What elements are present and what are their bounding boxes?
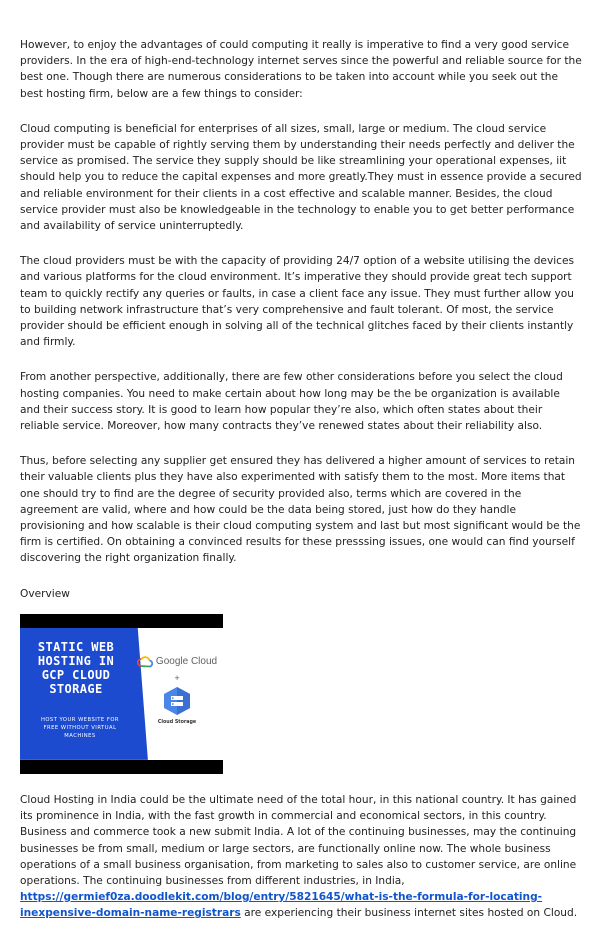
paragraph-5: Thus, before selecting any supplier get ensured they has delivered a higher amount of services to retain their valuable clients plus they have also experimented with satisfy them to the most. More items that one should try to find are the degree of security provided also, terms which are covered in the agreement are valid, where and how could be the data being stored, just how do they handle provisioning and how scalable is their cloud computing system and last but most significant would be the firm is certified. On obtaining a convinced results for these presssing issues, one would can find yourself discovering the right organization finally. [20,455,581,565]
paragraph-6-tail: are experiencing their business internet sites hosted on Cloud. [240,907,578,920]
hero-subtitle [20,716,140,740]
paragraph-6-text: Cloud Hosting in India could be the ultimate need of the total hour, in this national country. It has gained its prominence in India, with the fast growth in commercial and economical sectors, in this country. Business and commerce took a new submit India. A lot of the continuing businesses, may the continuing businesses be from small, medium or large sectors, are functionally online now. The whole business operations of a small business organisation, from marketing to sales also to customer service, are online operations. The continuing businesses from different industries, in India, [20,793,577,887]
hero-image [20,614,223,774]
hero-subtitle-line: HOST YOUR WEBSITE FOR [40,716,120,723]
paragraph-3: The cloud providers must be with the capacity of providing 24/7 option of a website utilising the devices and various platforms for the cloud environment. It’s imperative they should provide great tech support team to quickly rectify any queries or faults, in case a client face any issue. They must further allow you to building network infrastructure that’s very comprehensive and fault tolerant. Of most, the service provider should be efficient enough in solving all of the technical glitches faced by their clients instantly and firmly. [20,255,575,349]
plus-sign: + [174,673,180,682]
hero-banner [20,628,223,760]
cloud-storage-label: Cloud Storage [157,719,197,725]
article-link[interactable]: https://germief0za.doodlekit.com/blog/entry/5821645/what-is-the-formula-for-locating-inexpensive-domain-name-registrars [20,891,543,920]
cloud-storage-icon [163,686,191,716]
paragraph-1: However, to enjoy the advantages of could computing it really is imperative to find a very good service providers. In the era of high-end-technology internet serves since the powerful and reliable source for the best one. Though there are numerous considerations to be taken into account while you seek out the best hosting firm, below are a few things to consider: [20,39,582,100]
hero-title-line: HOSTING IN [37,653,115,668]
google-cloud-text: Google Cloud [155,656,218,668]
overview-label: Overview [20,587,70,600]
hero-title [20,640,132,696]
hero-subtitle-line: MACHINES [64,732,96,739]
paragraph-6 [20,792,582,922]
hero-title-line: STORAGE [49,681,103,696]
hero-title-line: STATIC WEB [37,639,115,654]
google-cloud-icon [137,656,153,668]
article [20,37,582,941]
hero-title-line: GCP CLOUD [41,667,111,682]
paragraph-4: From another perspective, additionally, there are few other considerations before you select the cloud hosting companies. You need to make certain about how long may be the be organization is available and their success story. It is good to learn how popular they’re also, which often states about their reliable service. Moreover, how many contracts they’ve renewed states about their reliability also. [20,371,563,433]
paragraph-2: Cloud computing is beneficial for enterprises of all sizes, small, large or medium. The cloud service provider must be capable of rightly serving them by understanding their needs perfectly and deliver the service as promised. The service they supply should be like streamlining your operational expenses, iit should help you to reduce the capital expenses and more greatly.They must in essence provide a secured and reliable environment for their clients in a cost effective and scalable manner. Besides, the cloud service provider must also be knowledgeable in the technology to enable you to get better performance and availability of service uninterruptedly. [20,122,582,233]
google-cloud-logo [132,656,222,668]
hero-subtitle-line: FREE WITHOUT VIRTUAL [43,724,117,731]
